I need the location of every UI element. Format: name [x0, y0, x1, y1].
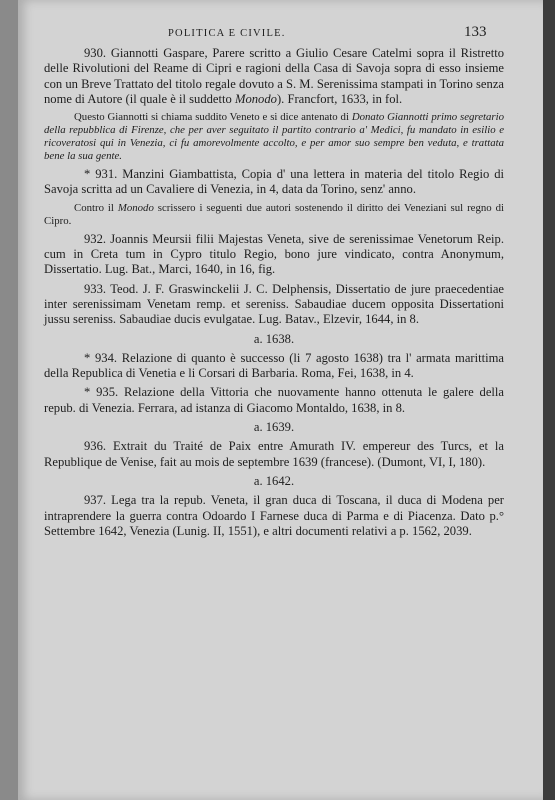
year-heading-1642: a. 1642.: [253, 473, 295, 488]
page-number: 133: [464, 24, 487, 40]
entry-936: 936. Extrait du Traité de Paix entre Amurath IV. empereur des Turcs, et la Republique de Venise, fait au mois de septembre 1639 (francese). (Dumont, VI, I, 180).: [44, 439, 504, 469]
note-930: Questo Giannotti si chiama suddito Veneto e si dice antenato di Donato Giannotti primo segretario della repubblica di Firenze, che per aver seguitato il partito contrario a' Medici, fu mandato in esilio e ricoveratosi qui in Venezia, ci fu amorevolmente accolto, e per amor suo sempre ben veduta, e trattata bene la sua gente.: [44, 111, 504, 163]
running-title: POLITICA E CIVILE.: [168, 28, 286, 39]
year-heading-1638: a. 1638.: [253, 331, 295, 346]
year-heading-1639: a. 1639.: [253, 420, 295, 435]
scan-left-margin: [0, 0, 18, 800]
scan-right-edge: [543, 0, 555, 800]
entry-930: 930. Giannotti Gaspare, Parere scritto a Giulio Cesare Catelmi sopra il Ristretto delle Rivolutioni del Reame di Cipri e ragioni della Casa di Savoja sopra di esso insieme con un Breve Trattato del titolo regale dovuto a S. M. Serenissima stampati in Torino senza nome di Autore (il quale è il suddetto Monodo). Francfort, 1633, in fol.: [44, 46, 504, 106]
entry-933: 933. Teod. J. F. Graswinckelii J. C. Delphensis, Dissertatio de jure praecedentiae inter serenissimam Venetam remp. et sereniss. Sabaudiae ducem opposita Dissertationi jussu sereniss. Sabaudiae ducis evulgatae. Lug. Batav., Elzevir, 1644, in 8.: [44, 281, 504, 327]
entry-934: * 934. Relazione di quanto è successo (li 7 agosto 1638) tra l' armata marittima della Republica di Venetia e li Corsari di Barbaria. Roma, Fei, 1638, in 4.: [44, 350, 504, 381]
entry-937: 937. Lega tra la repub. Veneta, il gran duca di Toscana, il duca di Modena per intraprendere la guerra contra Odoardo I Farnese duca di Parma e di Piacenza. Dato p.° Settembre 1642, Venezia (Lunig. II, 1551), e altri documenti relativi a p. 1562, 2039.: [44, 493, 504, 538]
entry-935: * 935. Relazione della Vittoria che nuovamente hanno ottenuta le galere della repub. di Venezia. Ferrara, ad istanza di Giacomo Montaldo, 1638, in 8.: [44, 385, 504, 415]
note-931: Contro il Monodo scrissero i seguenti due autori sostenendo il diritto dei Veneziani sul regno di Cipro.: [44, 201, 504, 227]
entry-932: 932. Joannis Meursii filii Majestas Veneta, sive de serenissimae Venetorum Reip. cum in Creta tum in Cypro titulo Regio, bono jure vindicato, contra Anonymum, Dissertatio. Lug. Bat., Marci, 1640, in 16, fig.: [44, 231, 504, 277]
page-header: [18, 24, 544, 44]
entry-931: * 931. Manzini Giambattista, Copia d' una lettera in materia del titolo Regio di Savoja scritta ad un Cavaliere di Venezia, in 4, data da Torino, senz' anno.: [44, 167, 504, 197]
book-page: [18, 0, 544, 800]
page-body: [44, 46, 504, 543]
